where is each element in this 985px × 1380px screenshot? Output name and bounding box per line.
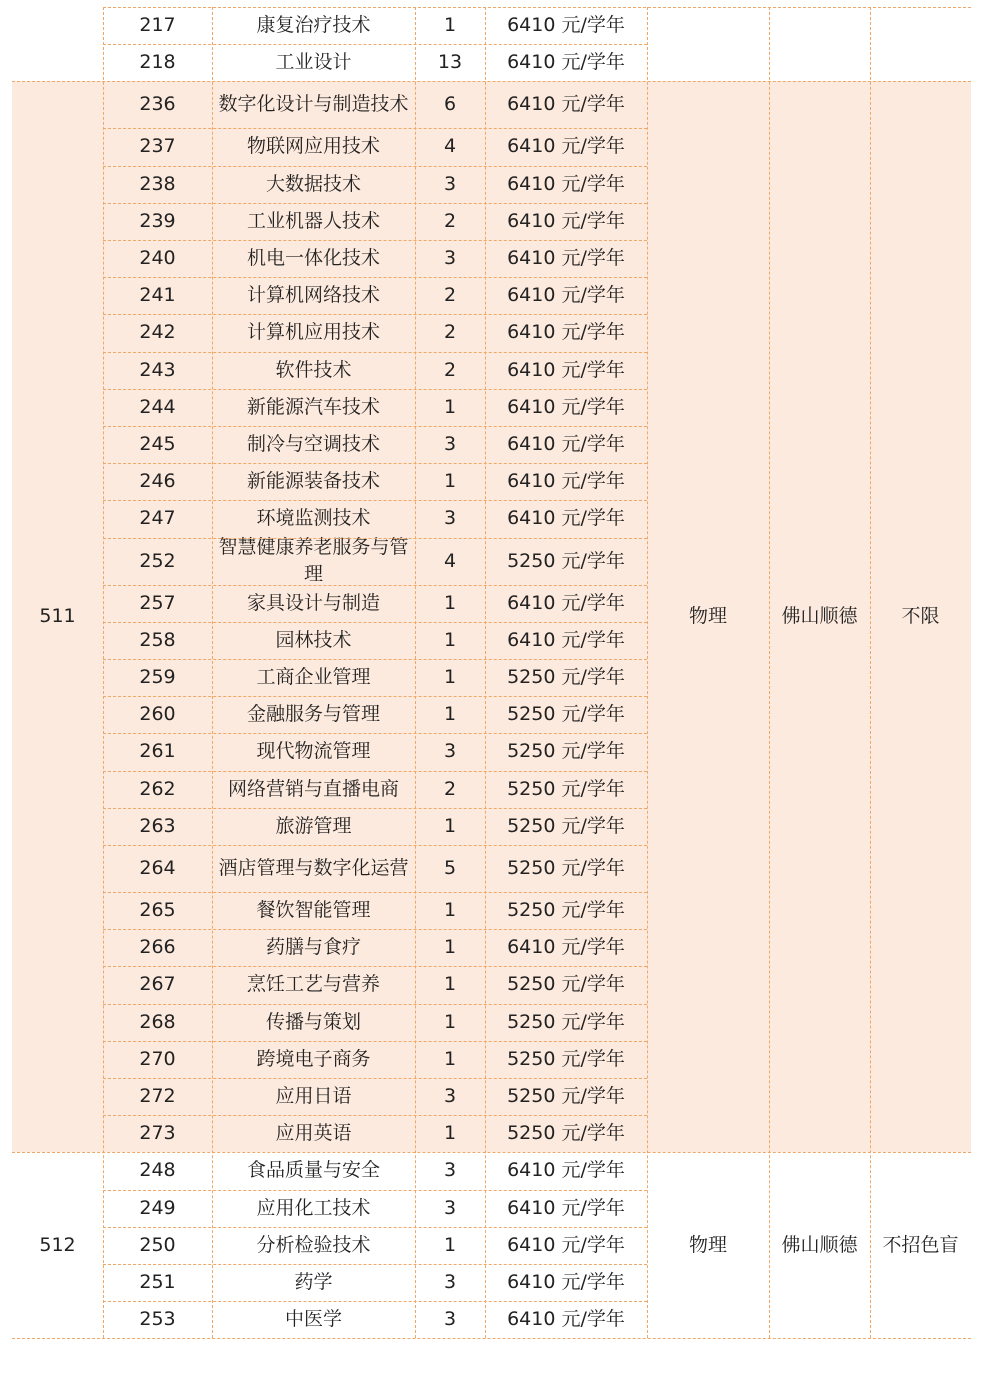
tuition-fee-cell: 6410 元/学年 xyxy=(507,209,625,232)
row-divider xyxy=(103,128,647,129)
column-divider xyxy=(647,7,648,1338)
plan-count-cell: 13 xyxy=(437,51,463,74)
major-code-cell: 258 xyxy=(139,628,176,651)
major-code-cell: 262 xyxy=(139,777,176,800)
plan-count-cell: 1 xyxy=(443,1010,457,1033)
plan-count-cell: 1 xyxy=(443,973,457,996)
tuition-fee-cell: 5250 元/学年 xyxy=(507,740,625,763)
group-code-cell: 512 xyxy=(39,1233,76,1256)
plan-count-cell: 1 xyxy=(443,1122,457,1145)
tuition-fee-cell: 6410 元/学年 xyxy=(507,628,625,651)
tuition-fee-cell: 6410 元/学年 xyxy=(507,1271,625,1294)
plan-count-cell: 2 xyxy=(443,321,457,344)
row-divider xyxy=(103,240,647,241)
major-code-cell: 259 xyxy=(139,666,176,689)
major-code-cell: 246 xyxy=(139,470,176,493)
major-name-cell: 新能源装备技术 xyxy=(246,470,380,493)
tuition-fee-cell: 6410 元/学年 xyxy=(507,1308,625,1331)
row-divider xyxy=(103,538,647,539)
plan-count-cell: 2 xyxy=(443,284,457,307)
subject-cell: 物理 xyxy=(688,605,727,628)
tuition-fee-cell: 6410 元/学年 xyxy=(507,247,625,270)
tuition-fee-cell: 6410 元/学年 xyxy=(507,93,625,116)
tuition-fee-cell: 6410 元/学年 xyxy=(507,1233,625,1256)
tuition-fee-cell: 5250 元/学年 xyxy=(507,973,625,996)
tuition-fee-cell: 6410 元/学年 xyxy=(507,936,625,959)
major-name-cell: 网络营销与直播电商 xyxy=(227,777,399,800)
row-divider xyxy=(103,277,647,278)
row-divider xyxy=(103,771,647,772)
plan-count-cell: 3 xyxy=(443,1196,457,1219)
major-code-cell: 252 xyxy=(139,549,176,572)
column-divider xyxy=(103,7,104,1338)
row-divider xyxy=(103,1004,647,1005)
plan-count-cell: 2 xyxy=(443,777,457,800)
column-divider xyxy=(212,7,213,1338)
row-divider xyxy=(12,1338,971,1339)
major-code-cell: 240 xyxy=(139,247,176,270)
row-divider xyxy=(103,203,647,204)
plan-count-cell: 1 xyxy=(443,814,457,837)
major-name-cell: 制冷与空调技术 xyxy=(246,433,380,456)
plan-count-cell: 3 xyxy=(443,172,457,195)
major-code-cell: 217 xyxy=(139,14,176,37)
row-divider xyxy=(103,389,647,390)
row-divider xyxy=(103,500,647,501)
tuition-fee-cell: 5250 元/学年 xyxy=(507,703,625,726)
major-name-cell: 康复治疗技术 xyxy=(256,14,371,37)
plan-count-cell: 2 xyxy=(443,358,457,381)
tuition-fee-cell: 6410 元/学年 xyxy=(507,172,625,195)
admission-table xyxy=(12,7,971,1371)
restriction-cell: 不招色盲 xyxy=(882,1233,959,1256)
location-cell: 佛山顺德 xyxy=(781,1233,858,1256)
plan-count-cell: 3 xyxy=(443,1085,457,1108)
row-divider xyxy=(103,659,647,660)
major-name-cell: 机电一体化技术 xyxy=(246,247,380,270)
tuition-fee-cell: 5250 元/学年 xyxy=(507,666,625,689)
major-name-cell: 食品质量与安全 xyxy=(246,1159,380,1182)
restriction-cell: 不限 xyxy=(901,605,940,628)
tuition-fee-cell: 5250 元/学年 xyxy=(507,1085,625,1108)
row-divider xyxy=(103,1078,647,1079)
major-name-cell: 园林技术 xyxy=(275,628,352,651)
tuition-fee-cell: 6410 元/学年 xyxy=(507,395,625,418)
plan-count-cell: 6 xyxy=(443,93,457,116)
major-code-cell: 266 xyxy=(139,936,176,959)
major-code-cell: 242 xyxy=(139,321,176,344)
row-divider xyxy=(103,1115,647,1116)
column-divider xyxy=(415,7,416,1338)
major-name-cell: 金融服务与管理 xyxy=(246,703,380,726)
plan-count-cell: 1 xyxy=(443,936,457,959)
major-code-cell: 270 xyxy=(139,1047,176,1070)
row-divider xyxy=(103,1301,647,1302)
major-name-cell: 烹饪工艺与营养 xyxy=(246,973,380,996)
plan-count-cell: 4 xyxy=(443,135,457,158)
subject-cell: 物理 xyxy=(688,1233,727,1256)
row-divider xyxy=(103,696,647,697)
row-divider xyxy=(103,1041,647,1042)
plan-count-cell: 1 xyxy=(443,1233,457,1256)
major-code-cell: 268 xyxy=(139,1010,176,1033)
major-name-cell: 跨境电子商务 xyxy=(256,1047,371,1070)
major-name-cell: 家具设计与制造 xyxy=(246,591,380,614)
major-code-cell: 272 xyxy=(139,1085,176,1108)
plan-count-cell: 5 xyxy=(443,857,457,879)
major-name-cell: 药膳与食疗 xyxy=(265,936,361,959)
plan-count-cell: 2 xyxy=(443,209,457,232)
major-name-cell: 数字化设计与制造技术 xyxy=(218,93,409,116)
major-code-cell: 218 xyxy=(139,51,176,74)
tuition-fee-cell: 6410 元/学年 xyxy=(507,358,625,381)
row-divider xyxy=(103,352,647,353)
major-code-cell: 248 xyxy=(139,1159,176,1182)
major-name-cell: 酒店管理与数字化运营 xyxy=(218,857,409,879)
row-divider xyxy=(103,808,647,809)
group-code-cell: 511 xyxy=(39,605,76,628)
major-name-cell: 传播与策划 xyxy=(265,1010,361,1033)
major-name-cell: 工商企业管理 xyxy=(256,666,371,689)
major-code-cell: 236 xyxy=(139,93,176,116)
major-name-cell: 应用化工技术 xyxy=(256,1196,371,1219)
major-code-cell: 251 xyxy=(139,1271,176,1294)
row-divider xyxy=(103,892,647,893)
row-divider xyxy=(103,1190,647,1191)
plan-count-cell: 1 xyxy=(443,666,457,689)
plan-count-cell: 3 xyxy=(443,1271,457,1294)
tuition-fee-cell: 5250 元/学年 xyxy=(507,814,625,837)
row-divider xyxy=(12,1152,971,1153)
row-divider xyxy=(103,1264,647,1265)
tuition-fee-cell: 5250 元/学年 xyxy=(507,899,625,922)
tuition-fee-cell: 6410 元/学年 xyxy=(507,470,625,493)
major-code-cell: 245 xyxy=(139,433,176,456)
major-name-cell: 应用日语 xyxy=(275,1085,352,1108)
tuition-fee-cell: 5250 元/学年 xyxy=(507,549,625,572)
tuition-fee-cell: 6410 元/学年 xyxy=(507,321,625,344)
row-divider xyxy=(103,929,647,930)
column-divider xyxy=(870,7,871,1338)
plan-count-cell: 3 xyxy=(443,740,457,763)
tuition-fee-cell: 5250 元/学年 xyxy=(507,1010,625,1033)
major-name-cell: 计算机网络技术 xyxy=(246,284,380,307)
major-name-cell: 计算机应用技术 xyxy=(246,321,380,344)
plan-count-cell: 3 xyxy=(443,433,457,456)
row-divider xyxy=(103,44,647,45)
major-code-cell: 261 xyxy=(139,740,176,763)
tuition-fee-cell: 6410 元/学年 xyxy=(507,51,625,74)
tuition-fee-cell: 5250 元/学年 xyxy=(507,1122,625,1145)
major-code-cell: 267 xyxy=(139,973,176,996)
plan-count-cell: 1 xyxy=(443,591,457,614)
major-code-cell: 237 xyxy=(139,135,176,158)
row-divider xyxy=(103,463,647,464)
plan-count-cell: 1 xyxy=(443,899,457,922)
major-name-cell: 环境监测技术 xyxy=(256,507,371,530)
major-name-cell: 软件技术 xyxy=(275,358,352,381)
major-code-cell: 249 xyxy=(139,1196,176,1219)
major-name-cell: 物联网应用技术 xyxy=(246,135,380,158)
tuition-fee-cell: 5250 元/学年 xyxy=(507,777,625,800)
tuition-fee-cell: 6410 元/学年 xyxy=(507,1159,625,1182)
plan-count-cell: 3 xyxy=(443,247,457,270)
major-name-cell: 工业设计 xyxy=(275,51,352,74)
tuition-fee-cell: 6410 元/学年 xyxy=(507,507,625,530)
major-code-cell: 264 xyxy=(139,857,176,879)
location-cell: 佛山顺德 xyxy=(781,605,858,628)
tuition-fee-cell: 5250 元/学年 xyxy=(507,857,625,879)
major-code-cell: 244 xyxy=(139,395,176,418)
plan-count-cell: 1 xyxy=(443,14,457,37)
major-name-cell: 分析检验技术 xyxy=(256,1233,371,1256)
tuition-fee-cell: 6410 元/学年 xyxy=(507,591,625,614)
tuition-fee-cell: 6410 元/学年 xyxy=(507,1196,625,1219)
major-name-cell: 中医学 xyxy=(284,1308,342,1331)
major-name-cell: 旅游管理 xyxy=(275,814,352,837)
major-code-cell: 257 xyxy=(139,591,176,614)
major-name-cell: 应用英语 xyxy=(275,1122,352,1145)
major-name-cell: 新能源汽车技术 xyxy=(246,395,380,418)
major-code-cell: 247 xyxy=(139,507,176,530)
plan-count-cell: 3 xyxy=(443,1159,457,1182)
plan-count-cell: 3 xyxy=(443,507,457,530)
plan-count-cell: 1 xyxy=(443,628,457,651)
row-divider xyxy=(103,7,971,8)
row-divider xyxy=(12,81,971,82)
row-divider xyxy=(103,733,647,734)
major-code-cell: 253 xyxy=(139,1308,176,1331)
major-code-cell: 243 xyxy=(139,358,176,381)
row-divider xyxy=(103,585,647,586)
major-code-cell: 263 xyxy=(139,814,176,837)
major-name-cell: 现代物流管理 xyxy=(256,740,371,763)
row-divider xyxy=(103,1227,647,1228)
major-code-cell: 241 xyxy=(139,284,176,307)
plan-count-cell: 1 xyxy=(443,703,457,726)
major-code-cell: 250 xyxy=(139,1233,176,1256)
plan-count-cell: 1 xyxy=(443,1047,457,1070)
major-name-cell: 餐饮智能管理 xyxy=(256,899,371,922)
row-divider xyxy=(103,166,647,167)
plan-count-cell: 1 xyxy=(443,470,457,493)
column-divider xyxy=(769,7,770,1338)
major-name-cell: 药学 xyxy=(294,1271,333,1294)
major-name-cell: 大数据技术 xyxy=(265,172,361,195)
row-divider xyxy=(103,314,647,315)
tuition-fee-cell: 6410 元/学年 xyxy=(507,135,625,158)
major-name-cell: 工业机器人技术 xyxy=(246,209,380,232)
tuition-fee-cell: 6410 元/学年 xyxy=(507,14,625,37)
row-divider xyxy=(103,426,647,427)
row-divider xyxy=(103,845,647,846)
major-code-cell: 273 xyxy=(139,1122,176,1145)
major-code-cell: 265 xyxy=(139,899,176,922)
major-code-cell: 238 xyxy=(139,172,176,195)
column-divider xyxy=(485,7,486,1338)
row-divider xyxy=(103,622,647,623)
major-code-cell: 260 xyxy=(139,703,176,726)
plan-count-cell: 3 xyxy=(443,1308,457,1331)
plan-count-cell: 1 xyxy=(443,395,457,418)
plan-count-cell: 4 xyxy=(443,549,457,572)
tuition-fee-cell: 5250 元/学年 xyxy=(507,1047,625,1070)
major-code-cell: 239 xyxy=(139,209,176,232)
major-name-cell: 智慧健康养老服务与管理 xyxy=(218,536,409,586)
tuition-fee-cell: 6410 元/学年 xyxy=(507,433,625,456)
tuition-fee-cell: 6410 元/学年 xyxy=(507,284,625,307)
row-divider xyxy=(103,966,647,967)
